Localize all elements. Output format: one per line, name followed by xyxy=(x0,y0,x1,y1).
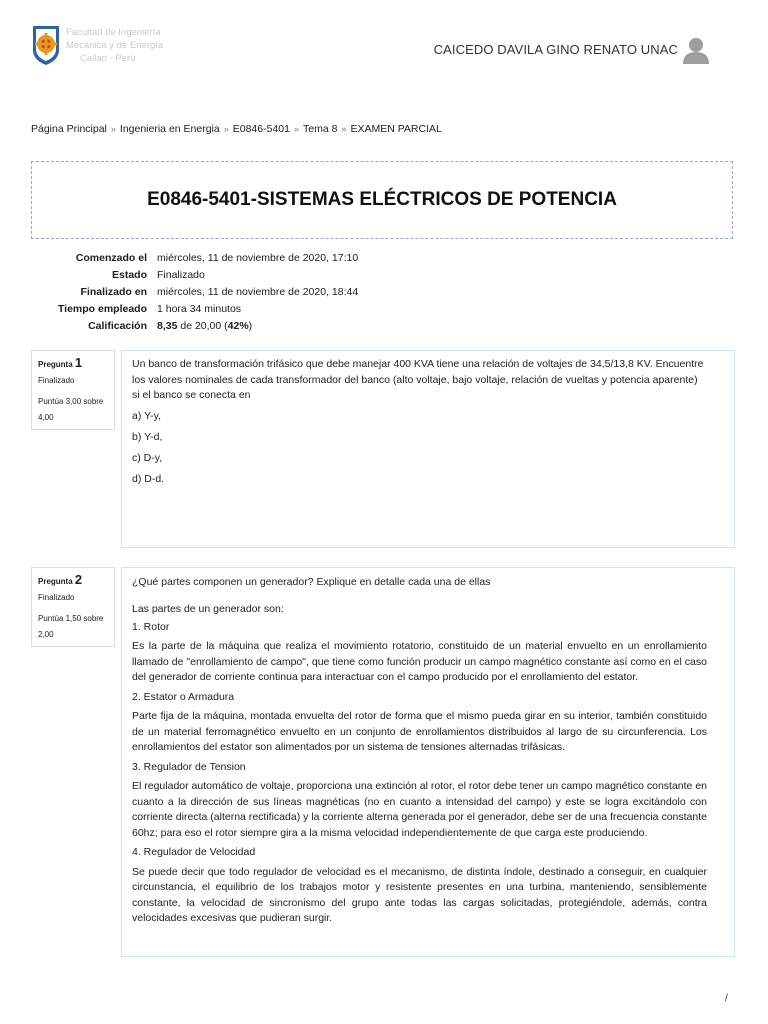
breadcrumb-separator: » xyxy=(341,124,347,134)
user-menu-name[interactable]: CAICEDO DAVILA GINO RENATO UNAC xyxy=(433,42,678,57)
page-header xyxy=(0,0,768,92)
course-title: E0846-5401-SISTEMAS ELÉCTRICOS DE POTENCIA xyxy=(147,189,617,210)
answer-heading: 1. Rotor xyxy=(132,620,170,633)
question-2-text-block xyxy=(132,575,707,927)
faculty-logo-icon[interactable] xyxy=(30,24,62,66)
breadcrumb-separator: » xyxy=(293,124,299,134)
institution-line-1: Facultad de Ingeniería xyxy=(66,27,161,38)
question-2-content xyxy=(121,567,735,957)
answer-heading: 2. Estator o Armadura xyxy=(132,690,235,703)
breadcrumb-course[interactable]: E0846-5401 xyxy=(232,123,290,135)
grade-close: ) xyxy=(248,319,253,332)
answer-intro: Las partes de un generador son: xyxy=(132,602,284,615)
question-label: Pregunta xyxy=(38,360,73,369)
question-option: b) Y-d, xyxy=(132,430,163,443)
summary-row-time xyxy=(31,300,358,317)
summary-label: Finalizado en xyxy=(80,285,147,298)
answer-paragraph: Es la parte de la máquina que realiza el movimiento rotatorio, constituido de un material envuelto en un enrollamiento llamado de "enrollamiento de campo", que tiene como función producir un campo magnético constante así como en el caso del generador de corriente continua para interactuar con el campo producido por el enrollamiento del estator. xyxy=(132,640,707,683)
question-grade xyxy=(38,394,108,426)
grade-percent: 42% xyxy=(227,319,249,332)
question-option: a) Y-y, xyxy=(132,409,161,422)
question-num: 2 xyxy=(74,572,83,587)
summary-label: Tiempo empleado xyxy=(57,302,147,315)
question-num: 1 xyxy=(74,355,83,370)
question-label: Pregunta xyxy=(38,577,73,586)
question-option: d) D-d. xyxy=(132,472,165,485)
question-1-info xyxy=(31,350,115,430)
question-option: c) D-y, xyxy=(132,451,163,464)
question-grade-line: Puntúa 1,50 sobre xyxy=(38,614,104,623)
summary-row-grade xyxy=(31,317,358,334)
question-grade-line: 4,00 xyxy=(38,413,54,422)
question-state: Finalizado xyxy=(38,376,75,385)
breadcrumb-home[interactable]: Página Principal xyxy=(31,123,107,135)
answer-paragraph: El regulador automático de voltaje, proporciona una extinción al rotor, el rotor debe tener un campo magnético constante en cuanto a la dirección de sus líneas magnéticas (no en cuanto a intensidad del campo) y este se logra excitándolo con corriente directa (alterna rectificada) y la corriente alterna generada por el generador, debe ser de una frecuencia constante 60hz; para eso el rotor siempre gira a la misma velocidad independientemente de que carga este produciendo. xyxy=(132,780,707,839)
answer-heading: 3. Regulador de Tension xyxy=(132,760,246,773)
question-text: ¿Qué partes componen un generador? Explique en detalle cada una de ellas xyxy=(132,576,491,588)
summary-value xyxy=(157,317,358,334)
institution-line-3: Callao - Perú xyxy=(80,53,136,64)
grade-total: de 20,00 ( xyxy=(180,319,228,332)
question-1-text-block xyxy=(132,357,707,487)
summary-row-started xyxy=(31,250,358,267)
summary-label: Calificación xyxy=(88,319,147,332)
summary-value: 1 hora 34 minutos xyxy=(157,302,242,315)
summary-value: Finalizado xyxy=(157,269,205,282)
question-grade xyxy=(38,611,108,643)
answer-paragraph: Se puede decir que todo regulador de velocidad es el mecanismo, de distinta índole, destinado a conseguir, en cualquier circunstancia, el equilibrio de los trabajos motor y resistente presentes en una turbina, manteniendo, sensiblemente constante, la velocidad de sincronismo del grupo ante todas las cargas solicitadas, protegiéndole, además, contra velocidades excesivas que pudieran surgir. xyxy=(132,865,707,924)
summary-value: miércoles, 11 de noviembre de 2020, 18:44 xyxy=(157,285,359,298)
grade-score: 8,35 xyxy=(157,319,178,332)
summary-row-state xyxy=(31,267,358,284)
summary-label: Comenzado el xyxy=(75,252,147,265)
user-avatar-icon[interactable] xyxy=(682,36,710,64)
summary-label: Estado xyxy=(111,269,147,282)
question-number xyxy=(38,355,108,370)
summary-value: miércoles, 11 de noviembre de 2020, 17:10 xyxy=(157,252,359,265)
breadcrumb-topic[interactable]: Tema 8 xyxy=(302,123,338,135)
question-grade-line: 2,00 xyxy=(38,630,54,639)
answer-heading: 4. Regulador de Velocidad xyxy=(132,846,256,858)
attempt-summary-table xyxy=(31,250,358,334)
question-text: Un banco de transformación trifásico que debe manejar 400 KVA tiene una relación de voltajes de 34,5/13,8 KV. Encuentre los valores nominales de cada transformador del banco (alto voltaje, bajo voltaje, relación de vueltas y potencia aparente) si el banco se conecta en xyxy=(132,358,704,401)
question-state: Finalizado xyxy=(38,593,75,602)
page-marker: / xyxy=(725,993,728,1004)
question-2-info xyxy=(31,567,115,647)
breadcrumb-separator: » xyxy=(223,124,229,134)
breadcrumb-separator: » xyxy=(110,124,116,134)
breadcrumb xyxy=(31,123,442,135)
institution-line-2: Mecánica y de Energía xyxy=(66,40,164,51)
breadcrumb-quiz[interactable]: EXAMEN PARCIAL xyxy=(350,123,442,135)
summary-row-finished xyxy=(31,284,358,301)
institution-name xyxy=(66,26,176,65)
question-number xyxy=(38,572,108,587)
breadcrumb-category[interactable]: Ingenieria en Energia xyxy=(119,123,220,135)
question-1-content xyxy=(121,350,735,548)
answer-paragraph: Parte fija de la máquina, montada envuelta del rotor de forma que el mismo pueda girar en su interior, también constituido de un material ferromagnético envuelto en un conjunto de enrollamientos distribuidos al largo de su circunferencia. Los enrollamientos del estator son alimentados por un sistema de tensiones alternadas trifásicas. xyxy=(132,710,707,753)
course-header-box xyxy=(31,161,733,239)
question-grade-line: Puntúa 3,00 sobre xyxy=(38,397,104,406)
